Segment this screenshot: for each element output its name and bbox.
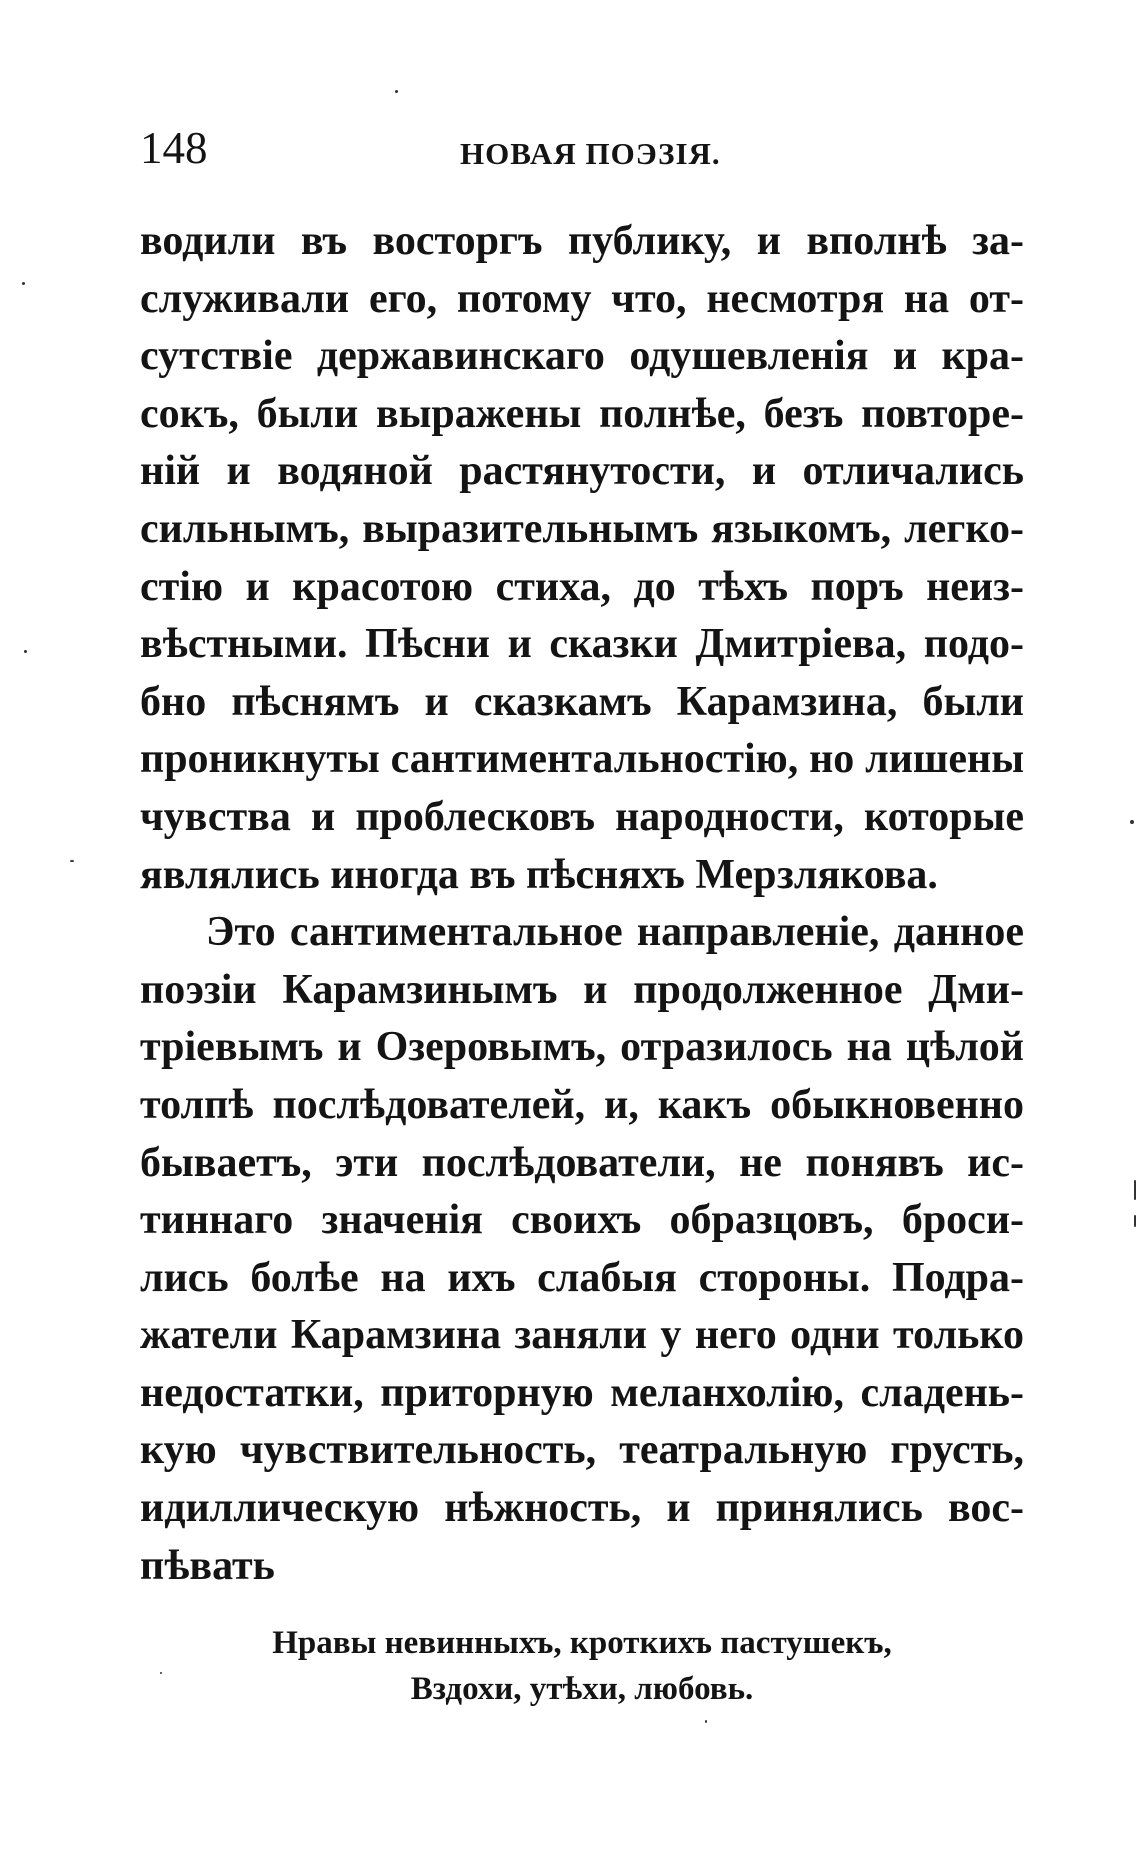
scan-speck <box>395 90 398 93</box>
scan-speck <box>22 282 25 285</box>
scan-speck <box>24 650 27 653</box>
text-line: чувства и проблесковъ народности, которые <box>140 793 1024 840</box>
paragraph-2 <box>140 904 1024 1595</box>
text-line: стію и красотою стиха, до тѣхъ поръ неиз- <box>140 563 1024 610</box>
text-line: проникнуты сантиментальностію, но лишены <box>140 736 1024 783</box>
page-number: 148 <box>140 123 208 173</box>
text-line: пѣвать <box>140 1542 275 1589</box>
paragraph-1 <box>140 213 1024 904</box>
text-line: кую чувствительность, театральную грусть, <box>140 1427 1024 1474</box>
text-line: лись болѣе на ихъ слабыя стороны. Подра- <box>140 1254 1024 1301</box>
text-line: идиллическую нѣжность, и принялись вос- <box>140 1485 1024 1532</box>
verse-line: Вздохи, утѣхи, любовь. <box>410 1671 754 1707</box>
text-line: сутствіе державинскаго одушевленія и кра- <box>140 333 1024 380</box>
scan-speck <box>70 860 74 862</box>
scan-speck <box>705 1720 707 1723</box>
text-line: Это сантиментальное направленіе, данное <box>206 909 1024 956</box>
text-line: бно пѣснямъ и сказкамъ Карамзина, были <box>140 678 1024 725</box>
text-line: ній и водяной растянутости, и отличались <box>140 448 1024 495</box>
scan-speck <box>1130 820 1134 824</box>
text-line: вѣстными. Пѣсни и сказки Дмитріева, подо- <box>140 621 1024 668</box>
text-line: бываетъ, эти послѣдователи, не понявъ ис- <box>140 1139 1024 1186</box>
text-line: являлись иногда въ пѣсняхъ Мерзлякова. <box>140 851 938 898</box>
text-line: жатели Карамзина заняли у него одни только <box>140 1312 1024 1359</box>
text-line: поэзіи Карамзинымъ и продолженное Дми- <box>140 966 1024 1013</box>
running-title: НОВАЯ ПОЭЗІЯ. <box>460 136 721 171</box>
verse-quote <box>140 1620 1024 1712</box>
body-text <box>140 213 1024 1595</box>
page-header <box>140 118 1015 178</box>
text-line: тріевымъ и Озеровымъ, отразилось на цѣлой <box>140 1024 1024 1071</box>
text-line: недостатки, приторную меланхолію, сладень- <box>140 1369 1024 1416</box>
scan-speck <box>1134 1215 1136 1227</box>
text-line: тиннаго значенія своихъ образцовъ, броси- <box>140 1197 1024 1244</box>
verse-line: Нравы невинныхъ, кроткихъ пастушекъ, <box>272 1625 892 1661</box>
scan-speck <box>1134 1180 1136 1200</box>
text-line: водили въ восторгъ публику, и вполнѣ за- <box>140 218 1024 264</box>
text-line: сокъ, были выражены полнѣе, безъ повторе- <box>140 390 1024 437</box>
scan-speck <box>160 1672 162 1674</box>
text-line: служивали его, потому что, несмотря на от- <box>140 275 1024 322</box>
text-line: сильнымъ, выразительнымъ языкомъ, легко- <box>140 505 1024 552</box>
text-line: толпѣ послѣдователей, и, какъ обыкновенно <box>140 1081 1024 1128</box>
